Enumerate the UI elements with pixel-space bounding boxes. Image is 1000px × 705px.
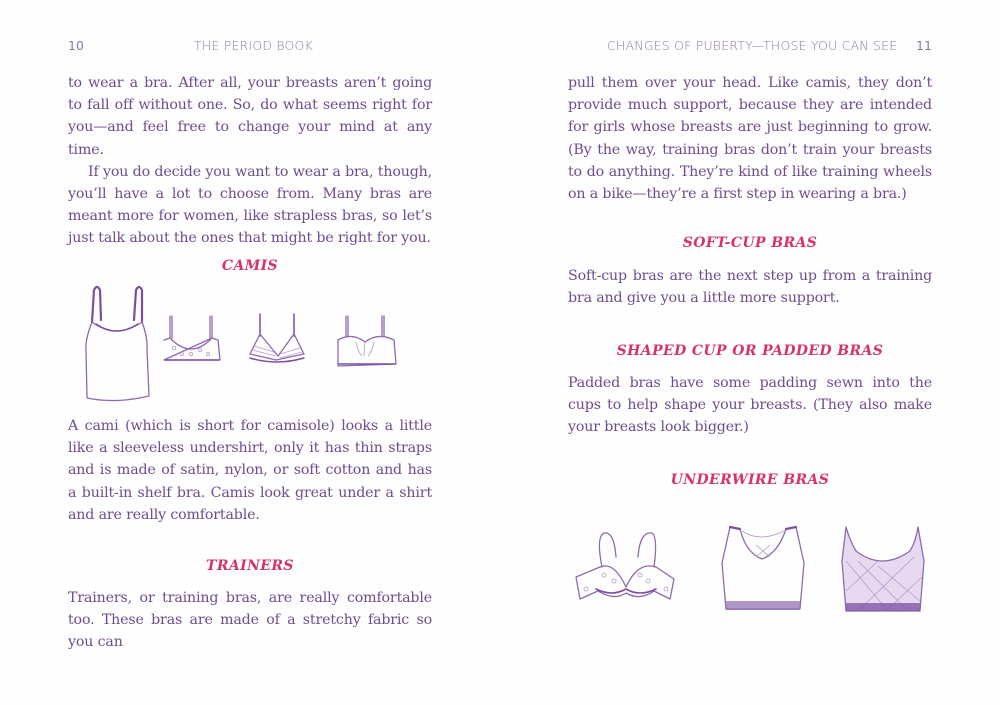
paragraph: Trainers, or training bras, are really comfortable too. These bras are made of a stretchy fabric so you can xyxy=(68,590,432,651)
camis-illustration-row xyxy=(70,280,430,405)
section-heading-camis: CAMIS xyxy=(221,258,279,274)
paragraph: pull them over your head. Like camis, they don’t provide much support, because they are intended for girls whose breasts are just beginning to grow. (By the way, training bras don’t train your breasts to do anything. They’re kind of like training wheels on a bike—they’re a first step in wearing a bra.) xyxy=(568,75,932,203)
plaid-crop-bra-drawing xyxy=(842,527,924,611)
camis-description xyxy=(68,415,432,526)
polka-dot-underwire-bra-drawing xyxy=(576,533,674,599)
paragraph: to wear a bra. After all, your breasts aren’t going to fall off without one. So, do what seems right for you—and feel free to change your mind at any time. xyxy=(68,75,432,158)
floral-shelf-bra-drawing xyxy=(164,316,220,360)
ruched-bandeau-bra-drawing xyxy=(338,316,396,366)
running-head: THE PERIOD BOOK xyxy=(194,38,313,53)
trainers-description xyxy=(68,587,432,654)
page-number: 11 xyxy=(916,38,932,53)
paragraph: Padded bras have some padding sewn into the cups to help shape your breasts. (They also make your breasts look bigger.) xyxy=(568,375,932,436)
racerback-sports-bra-drawing xyxy=(722,527,804,610)
continued-text xyxy=(568,72,932,205)
paragraph: Soft-cup bras are the next step up from a training bra and give you a little more support. xyxy=(568,268,932,307)
paragraph: If you do decide you want to wear a bra, though, you’ll have a lot to choose from. Many bras are meant more for women, like strapless bras, so let’s just talk about the ones that might be right for you. xyxy=(68,163,432,247)
running-head: CHANGES OF PUBERTY—THOSE YOU CAN SEE xyxy=(607,38,898,53)
section-heading-trainers: TRAINERS xyxy=(206,558,294,574)
underwire-illustration-row xyxy=(570,515,930,620)
section-heading-padded: SHAPED CUP OR PADDED BRAS xyxy=(616,343,884,359)
section-heading-underwire: UNDERWIRE BRAS xyxy=(670,472,830,488)
intro-text xyxy=(68,72,432,250)
page-number: 10 xyxy=(68,38,84,53)
padded-description xyxy=(568,372,932,439)
section-heading-soft-cup: SOFT-CUP BRAS xyxy=(682,235,818,251)
soft-cup-description xyxy=(568,265,932,309)
striped-triangle-bra-drawing xyxy=(250,314,304,362)
right-page xyxy=(500,0,1000,705)
paragraph: A cami (which is short for camisole) looks a little like a sleeveless undershirt, only it has thin straps and is made of satin, nylon, or soft cotton and has a built-in shelf bra. Camis look great under a shirt and are really comfortable. xyxy=(68,418,432,523)
camisole-drawing xyxy=(86,287,149,401)
